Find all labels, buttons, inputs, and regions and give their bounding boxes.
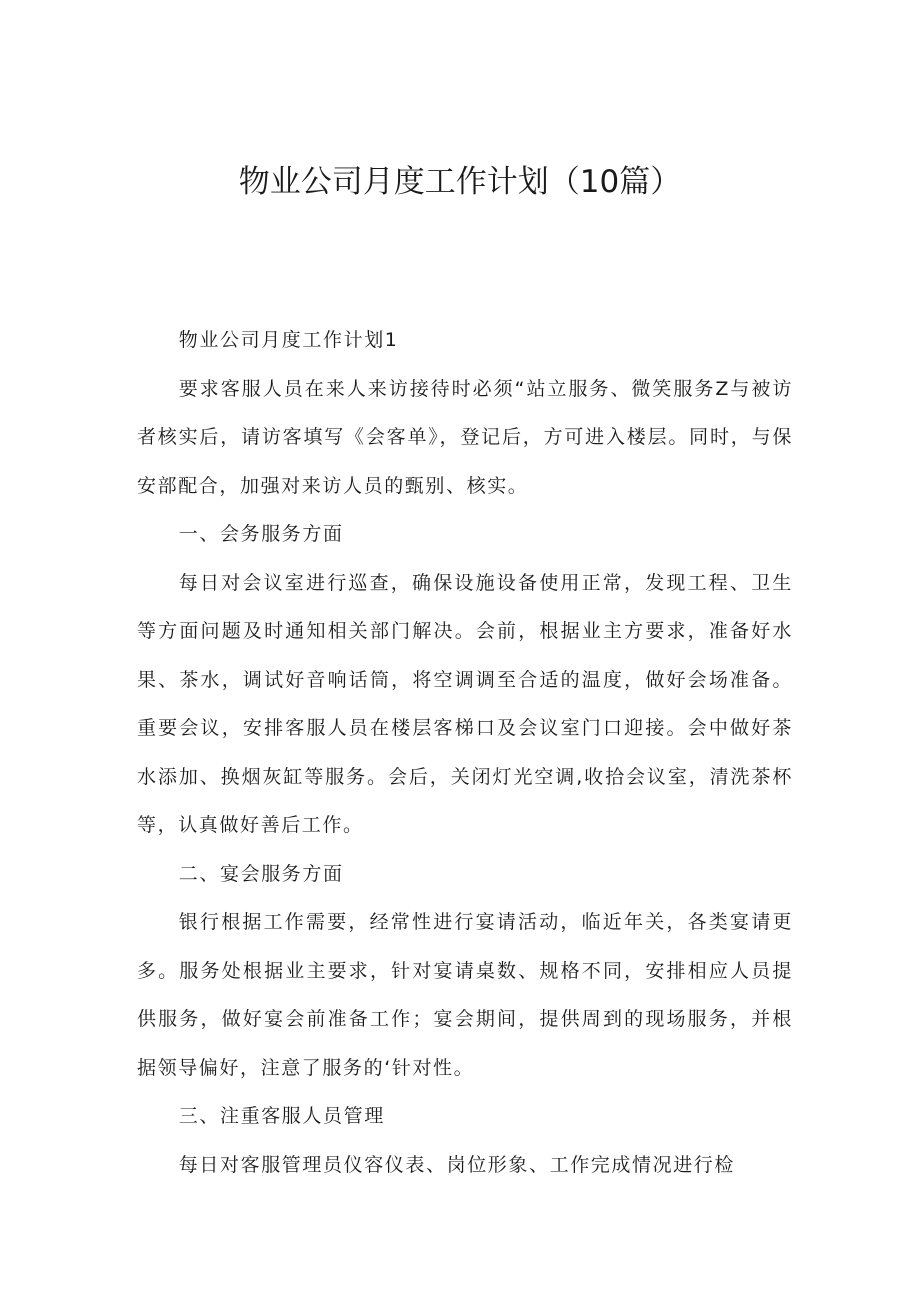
document-title: 物业公司月度工作计划（10篇） [238,164,682,200]
section-heading-meeting-service: 一、会务服务方面 [178,523,344,545]
paragraph-meeting-service: 每日对会议室进行巡查，确保设施设备使用正常，发现工程、卫生等方面问题及时通知相关部门解决。会前，根据业主方要求，准备好水果、茶水，调试好音响话筒，将空调调至合适的温度，做好会场准备。重要会议，安排客服人员在楼层客梯口及会议室门口迎接。会中做好茶水添加、换烟灰缸等服务。会后，关闭灯光空调,收拾会议室，清洗茶杯等，认真做好善后工作。 [137,571,793,836]
section-heading-banquet-service: 二、宴会服务方面 [178,862,344,885]
paragraph-staff-management: 每日对客服管理员仪容仪表、岗位形象、工作完成情况进行检 [178,1153,735,1176]
section-heading-staff-management: 三、注重客服人员管理 [178,1105,385,1127]
document-body [137,316,793,1189]
paragraph-reception: 要求客服人员在来人来访接待时必须“站立服务、微笑服务Z与被访者核实后，请访客填写《会客单》，登记后，方可进入楼层。同时，与保安部配合，加强对来访人员的甄别、核实。 [137,377,793,497]
section-heading-plan-1: 物业公司月度工作计划1 [178,329,399,351]
paragraph-banquet-service: 银行根据工作需要，经常性进行宴请活动，临近年关，各类宴请更多。服务处根据业主要求，针对宴请桌数、规格不同，安排相应人员提供服务，做好宴会前准备工作；宴会期间，提供周到的现场服务，并根据领导偏好，注意了服务的‘针对性。 [137,911,793,1079]
